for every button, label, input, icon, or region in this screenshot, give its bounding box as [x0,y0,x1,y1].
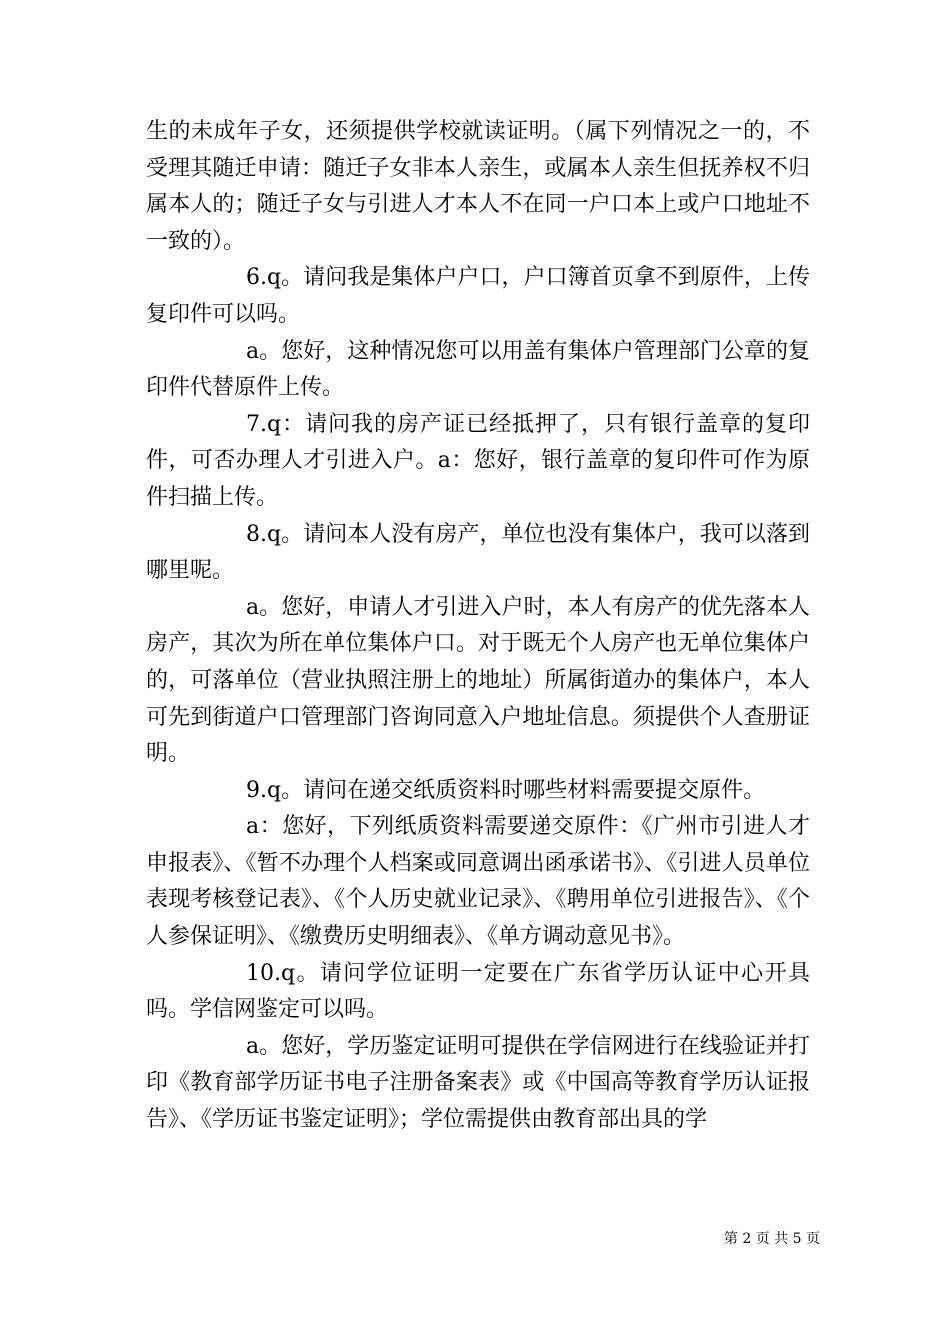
document-body [146,114,810,1139]
answer-10: a。您好，学历鉴定证明可提供在学信网进行在线验证并打印《教育部学历证书电子注册备案表》或《中国高等教育学历认证报告》、《学历证书鉴定证明》；学位需提供由教育部出具的学 [146,1033,810,1133]
question-9: 9.q。请问在递交纸质资料时哪些材料需要提交原件。 [246,777,766,803]
answer-9: a：您好，下列纸质资料需要递交原件：《广州市引进人才申报表》、《暂不办理个人档案或同意调出函承诺书》、《引进人员单位表现考核登记表》、《个人历史就业记录》、《聘用单位引进报告》、《个人参保证明》、《缴费历史明细表》、《单方调动意见书》。 [146,814,810,950]
question-8: 8.q。请问本人没有房产，单位也没有集体户，我可以落到哪里呢。 [146,521,810,584]
question-answer-7: 7.q：请问我的房产证已经抵押了，只有银行盖章的复印件，可否办理人才引进入户。a：您好，银行盖章的复印件可作为原件扫描上传。 [146,411,810,510]
question-10: 10.q。请问学位证明一定要在广东省学历认证中心开具吗。学信网鉴定可以吗。 [146,960,810,1023]
question-6: 6.q。请问我是集体户户口，户口簿首页拿不到原件，上传复印件可以吗。 [146,265,810,327]
paragraph-continuation: 生的未成年子女，还须提供学校就读证明。（属下列情况之一的，不受理其随迁申请：随迁子女非本人亲生，或属本人亲生但抚养权不归属本人的；随迁子女与引进人才本人不在同一户口本上或户口地址不一致的）。 [146,119,810,254]
answer-6: a。您好，这种情况您可以用盖有集体户管理部门公章的复印件代替原件上传。 [146,338,810,401]
answer-8: a。您好，申请人才引进入户时，本人有房产的优先落本人房产，其次为所在单位集体户口。对于既无个人房产也无单位集体户的，可落单位（营业执照注册上的地址）所属街道办的集体户，本人可先到街道户口管理部门咨询同意入户地址信息。须提供个人查册证明。 [146,594,810,767]
page-number-footer: 第 2 页 共 5 页 [723,1231,820,1247]
